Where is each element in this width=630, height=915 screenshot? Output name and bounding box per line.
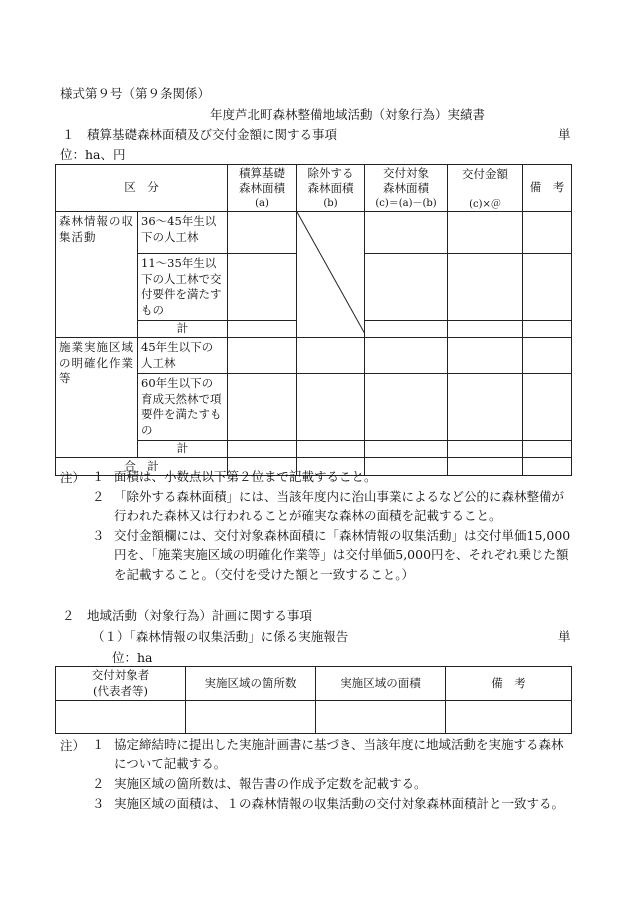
header-kubun: 区 分 <box>56 165 228 212</box>
subtotal-label: 計 <box>138 321 228 338</box>
note-item: １ 面積は、小数点以下第２位まで記載すること。 <box>92 469 377 484</box>
notes1-label: 注） <box>60 470 86 485</box>
activity-report-table <box>55 666 572 734</box>
section2-heading: ２ 地域活動（対象行為）計画に関する事項 <box>62 608 313 623</box>
table-row <box>56 338 572 374</box>
section2-unit-b: 位：ha <box>112 650 153 665</box>
group-name-boundary-clarification: 施業実施区域の明確化作業等 <box>56 338 138 458</box>
section2-unit-a: 単 <box>558 629 571 644</box>
note-item: ３ 交付金額欄には、交付対象森林面積に「森林情報の収集活動」は交付単価15,000円を、「施業実施区域の明確化作業等」は交付単価5,000円を、それぞれ乗じた額を記載すること。（交付を受けた額と一致すること。） <box>92 528 571 582</box>
header-excluded-area: 除外する 森林面積 (b) <box>297 165 365 212</box>
row-label: 36～45年生以下の人工林 <box>138 212 228 254</box>
header-grantee: 交付対象者 (代表者等) <box>56 667 186 701</box>
diagonal-line <box>297 212 365 334</box>
notes2-label: 注） <box>60 738 86 753</box>
header-remarks: 備 考 <box>523 165 572 212</box>
note-item: ２ 「除外する森林面積」には、当該年度内に治山事業によるなど公的に森林整備が行われた森林又は行われることが確実な森林の面積を記載すること。 <box>92 489 565 524</box>
group-name-info-collection: 森林情報の収集活動 <box>56 212 138 338</box>
excluded-area-diagonal-cell <box>297 212 365 338</box>
header-site-count: 実施区域の箇所数 <box>186 667 316 701</box>
section1-unit-b: 位：ha、円 <box>60 147 126 162</box>
header-site-area: 実施区域の面積 <box>316 667 446 701</box>
area-amount-table <box>55 164 572 476</box>
row-label: 45年生以下の人工林 <box>138 338 228 374</box>
note-item: ２ 実施区域の箇所数は、報告書の作成予定数を記載する。 <box>92 776 427 791</box>
header-remarks-2: 備 考 <box>446 667 572 701</box>
header-target-area: 交付対象 森林面積 (c)＝(a)－(b) <box>365 165 448 212</box>
row-label: 60年生以下の育成天然林で項要件を満たすもの <box>138 374 228 441</box>
note-item: ３ 実施区域の面積は、１の森林情報の収集活動の交付対象森林面積計と一致する。 <box>92 796 565 811</box>
subtotal-label: 計 <box>138 441 228 458</box>
table-row <box>56 701 572 734</box>
document-title: 年度芦北町森林整備地域活動（対象行為）実績書 <box>210 107 486 122</box>
section1-unit-a: 単 <box>558 127 571 142</box>
header-base-area: 積算基礎 森林面積 (a) <box>228 165 297 212</box>
section2-subheading: （１）「森林情報の収集活動」に係る実施報告 <box>92 629 349 644</box>
table-row <box>56 212 572 254</box>
form-number: 様式第９号（第９条関係） <box>60 86 211 101</box>
note-item: １ 協定締結時に提出した実施計画書に基づき、当該年度に地域活動を実施する森林について記載する。 <box>92 737 564 772</box>
header-amount: 交付金額 (c)×＠ <box>448 165 523 212</box>
total-label: 合 計 <box>56 458 228 476</box>
section1-heading: １ 積算基礎森林面積及び交付金額に関する事項 <box>62 127 338 142</box>
row-label: 11～35年生以下の人工林で交付要件を満たすもの <box>138 254 228 321</box>
